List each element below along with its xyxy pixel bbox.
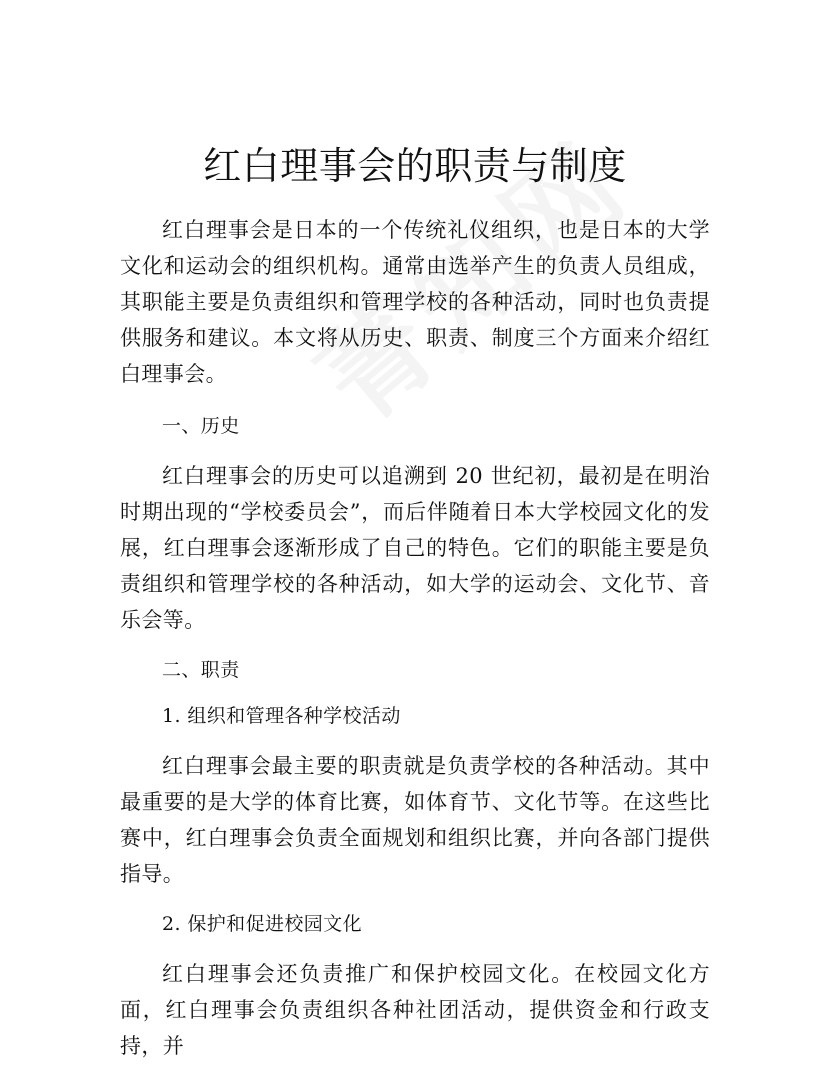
- subsection-heading-culture: 2. 保护和促进校园文化: [162, 913, 362, 935]
- intro-paragraph: 红白理事会是日本的一个传统礼仪组织，也是日本的大学文化和运动会的组织机构。通常由选举产生的负责人员组成，其职能主要是负责组织和管理学校的各种活动，同时也负责提供服务和建议。本文将从历史、职责、制度三个方面来介绍红白理事会。: [120, 218, 710, 386]
- section-heading-duties: 二、职责: [162, 659, 240, 681]
- subsection-heading-activities: 1. 组织和管理各种学校活动: [162, 705, 401, 727]
- history-paragraph: 红白理事会的历史可以追溯到 20 世纪初，最初是在明治时期出现的“学校委员会”，而后伴随着日本大学校园文化的发展，红白理事会逐渐形成了自己的特色。它们的职能主要是负责组织和管理学校的各种活动，如大学的运动会、文化节、音乐会等。: [120, 464, 710, 632]
- activities-paragraph: 红白理事会最主要的职责就是负责学校的各种活动。其中最重要的是大学的体育比赛，如体育节、文化节等。在这些比赛中，红白理事会负责全面规划和组织比赛，并向各部门提供指导。: [120, 754, 710, 886]
- culture-paragraph: 红白理事会还负责推广和保护校园文化。在校园文化方面，红白理事会负责组织各种社团活动，提供资金和行政支持，并: [120, 962, 710, 1058]
- document-title: 红白理事会的职责与制度: [203, 144, 627, 188]
- document-body: [120, 212, 710, 1082]
- section-heading-history: 一、历史: [162, 415, 240, 437]
